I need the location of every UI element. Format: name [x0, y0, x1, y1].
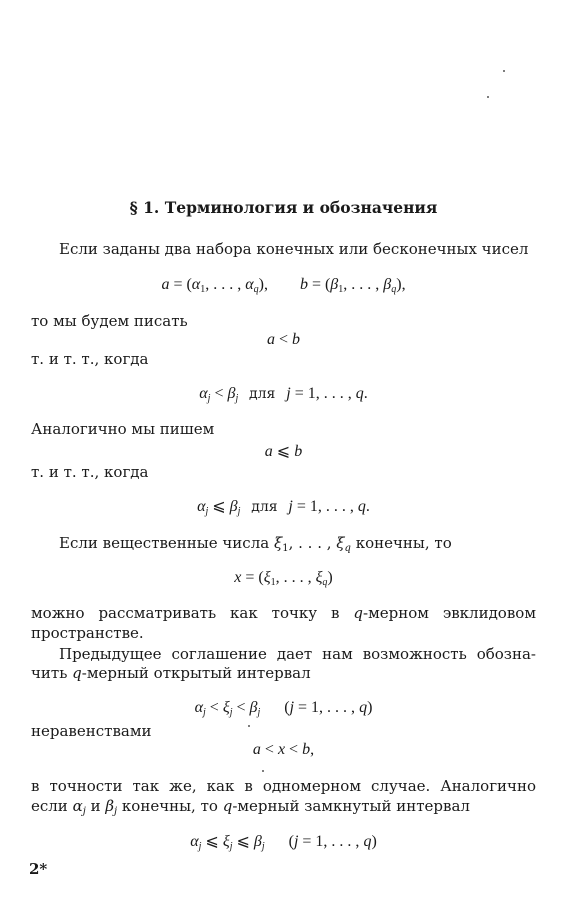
page-signature: 2* [29, 860, 48, 878]
formula-open-interval: $\alpha_j < \xi_j < \beta_j$ (j = 1, . . . , q) [194, 699, 373, 718]
paragraph-line: Предыдущее соглашение дает нам возможность обозна- [59, 645, 536, 663]
formula-a-less-b: a < b [266, 331, 301, 348]
word-dlya: для [249, 386, 276, 402]
formula-a-x-b: a < x < b, [252, 741, 315, 758]
paragraph-line: Если заданы два набора конечных или бесконечных чисел [59, 240, 529, 258]
word-dlya: для [251, 499, 278, 515]
paragraph-line: можно рассматривать как точку в q-мерном эвклидовом [31, 604, 536, 622]
scan-speck [503, 70, 505, 72]
paragraph-line: Аналогично мы пишем [31, 420, 215, 438]
formula-closed-interval: $\alpha_j$ ⩽ $\xi_j$ ⩽ $\beta_j$ (j = 1, . . . , q) [190, 833, 377, 852]
section-heading: § 1. Терминология и обозначения [129, 198, 438, 217]
paragraph-line: неравенствами [31, 722, 152, 740]
paragraph-line: в точности так же, как в одномерном случае. Аналогично [31, 777, 536, 795]
formula-alpha-less-beta: $\alpha_j < \beta_j$ для j = 1, . . . , q. [199, 385, 368, 404]
formula-a-b-sets: $a = (\alpha_1$, . . . , $\alpha_q$), $b = (\beta_1$, . . . , $\beta_q$), [161, 276, 406, 295]
formula-alpha-leq-beta: $\alpha_j$ ⩽ $\beta_j$ для j = 1, . . . , q. [197, 498, 370, 517]
paragraph-line: чить q-мерный открытый интервал [31, 664, 311, 682]
paragraph-line: т. и т. т., когда [31, 350, 149, 368]
paragraph-line: то мы будем писать [31, 312, 188, 330]
scan-speck [262, 770, 264, 772]
scan-speck [487, 96, 489, 98]
paragraph-line: если $\alpha_j$ и $\beta_j$ конечны, то q-мерный замкнутый интервал [31, 797, 470, 817]
formula-a-leq-b: a ⩽ b [264, 443, 303, 460]
formula-x-point: $x = (\xi_1$, . . . , $\xi_q$) [234, 569, 333, 588]
paragraph-line: т. и т. т., когда [31, 463, 149, 481]
paragraph-line: Если вещественные числа $\xi_1$, . . . , $\xi_q$ конечны, то [59, 534, 452, 554]
scan-speck [248, 725, 250, 727]
paragraph-line: пространстве. [31, 624, 144, 642]
